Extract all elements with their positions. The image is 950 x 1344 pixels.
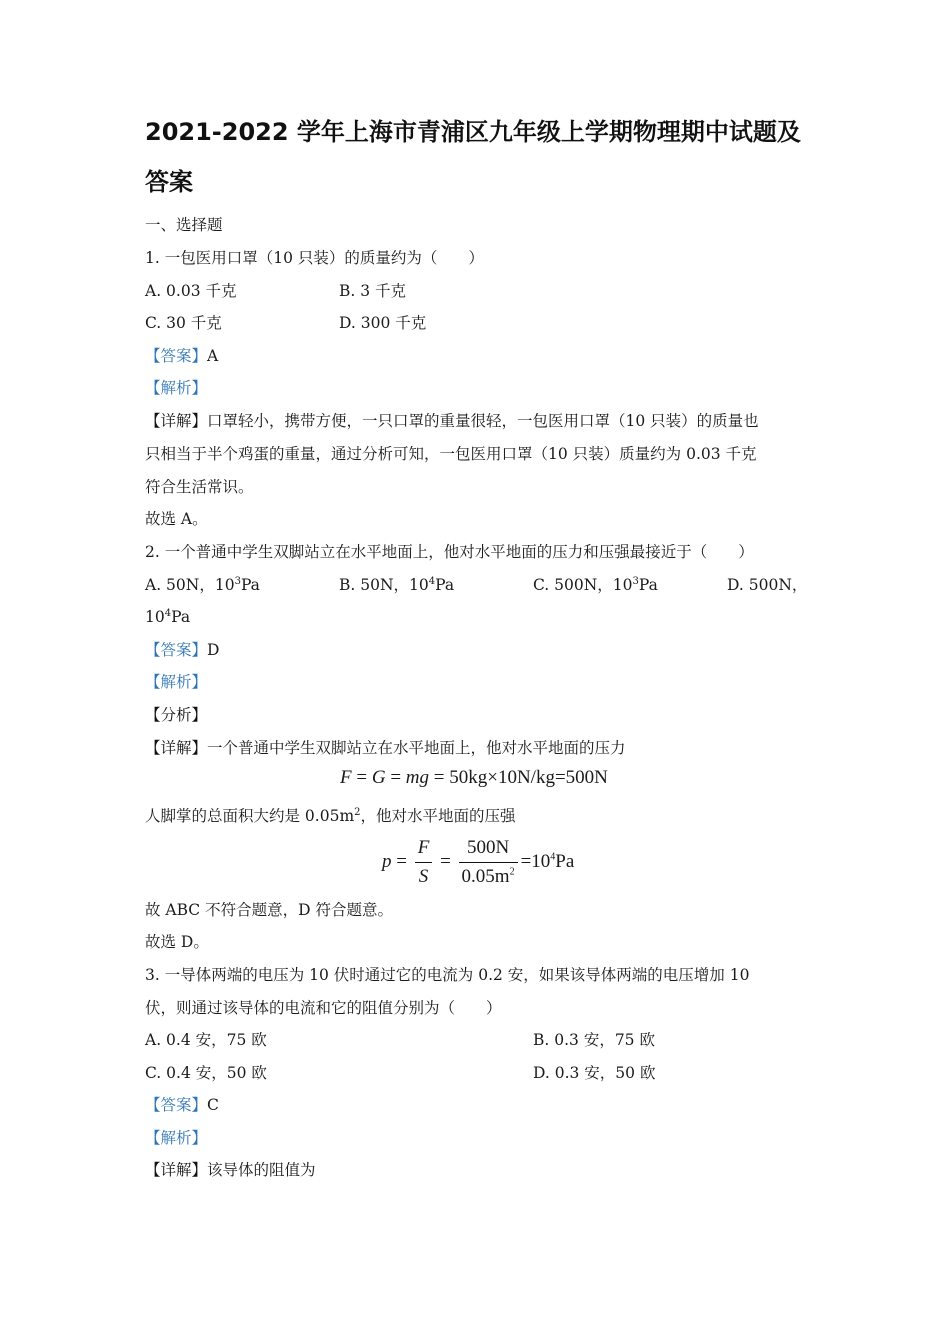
p-eq2: =	[435, 850, 456, 872]
formula-pressure-force	[340, 767, 608, 789]
fenxi-tag: 【分析】	[145, 706, 208, 724]
section-heading: 一、选择题	[145, 216, 223, 234]
analysis-tag: 【解析】	[145, 1129, 208, 1147]
detail-tag: 【详解】	[145, 739, 208, 757]
doc-title-line2: 答案	[145, 168, 193, 196]
result-exp: 4	[550, 851, 556, 863]
frac1-num: F	[415, 836, 433, 863]
g-symbol: G	[371, 767, 386, 788]
q1-option-c: C. 30 千克	[145, 314, 222, 332]
q3-answer-value: C	[207, 1096, 219, 1114]
q2-d-unit: Pa	[171, 608, 191, 626]
fraction-f-over-s	[415, 836, 433, 889]
q1-detail-2: 只相当于半个鸡蛋的重量，通过分析可知，一包医用口罩（10 只装）质量约为 0.03 千克	[145, 445, 757, 463]
area-exp: 2	[354, 806, 361, 818]
answer-tag: 【答案】	[145, 641, 208, 659]
f-eq1: =	[351, 767, 372, 788]
q2-option-d: D. 500N，	[727, 576, 808, 594]
q1-stem: 1. 一包医用口罩（10 只装）的质量约为（ ）	[145, 249, 484, 267]
q1-option-d: D. 300 千克	[339, 314, 427, 332]
q1-detail-text-1: 口罩轻小，携带方便，一只口罩的重量很轻，一包医用口罩（10 只装）的质量也	[207, 412, 759, 430]
q2-a-exp: 3	[234, 575, 241, 587]
frac2-den-pre: 0.05m	[461, 866, 510, 887]
q1-analysis	[145, 378, 207, 398]
formula-pressure	[382, 836, 574, 889]
detail-tag: 【详解】	[145, 1161, 208, 1179]
q1-answer	[145, 346, 218, 366]
area-post: ，他对水平地面的压强	[360, 807, 516, 825]
q2-analysis	[145, 672, 207, 692]
frac1-den: S	[418, 866, 429, 887]
q2-c-pre: C. 500N，10	[533, 576, 633, 594]
q3-option-c: C. 0.4 安，50 欧	[145, 1064, 267, 1082]
q2-option-c	[533, 575, 658, 595]
q2-stem: 2. 一个普通中学生双脚站立在水平地面上，他对水平地面的压力和压强最接近于（ ）	[145, 543, 754, 561]
q3-detail-1	[145, 1160, 316, 1180]
q2-conclusion: 故 ABC 不符合题意，D 符合题意。	[145, 901, 393, 919]
doc-title-line1: 2021-2022 学年上海市青浦区九年级上学期物理期中试题及	[145, 118, 801, 146]
f-eq2: =	[385, 767, 406, 788]
p-symbol: p	[382, 850, 392, 872]
q2-option-a	[145, 575, 260, 595]
q2-c-unit: Pa	[638, 576, 658, 594]
q2-fenxi	[145, 705, 207, 725]
q2-d-pre: 10	[145, 608, 165, 626]
q2-option-d-cont	[145, 607, 190, 627]
q2-d-exp: 4	[164, 607, 172, 619]
q2-b-exp: 4	[428, 575, 436, 587]
q3-option-b: B. 0.3 安，75 欧	[533, 1031, 655, 1049]
q1-option-a: A. 0.03 千克	[145, 282, 237, 300]
q2-b-unit: Pa	[435, 576, 455, 594]
result-unit: Pa	[555, 850, 575, 872]
q2-detail-1	[145, 738, 626, 758]
q1-detail-3: 符合生活常识。	[145, 478, 254, 496]
f-rest: = 50kg×10N/kg=500N	[429, 767, 608, 788]
q2-b-pre: B. 50N，10	[339, 576, 429, 594]
area-pre: 人脚掌的总面积大约是 0.05m	[145, 807, 355, 825]
q3-option-a: A. 0.4 安，75 欧	[145, 1031, 267, 1049]
detail-tag: 【详解】	[145, 412, 208, 430]
q3-detail-text-1: 该导体的阻值为	[207, 1161, 316, 1179]
q3-answer	[145, 1095, 219, 1115]
frac2-den-exp: 2	[509, 866, 515, 878]
f-symbol: F	[340, 767, 352, 788]
q2-a-unit: Pa	[240, 576, 260, 594]
q1-choose: 故选 A。	[145, 510, 208, 528]
answer-tag: 【答案】	[145, 1096, 208, 1114]
frac2-num: 500N	[459, 836, 518, 863]
q2-detail-text-1: 一个普通中学生双脚站立在水平地面上，他对水平地面的压力	[207, 739, 626, 757]
q2-choose: 故选 D。	[145, 933, 209, 951]
q1-answer-value: A	[207, 347, 219, 365]
frac2-den	[459, 863, 518, 889]
q2-answer	[145, 640, 219, 660]
q3-stem-1: 3. 一导体两端的电压为 10 伏时通过它的电流为 0.2 安，如果该导体两端的电压增加 10	[145, 966, 750, 984]
q3-stem-2: 伏，则通过该导体的电流和它的阻值分别为（ ）	[145, 999, 502, 1017]
analysis-tag: 【解析】	[145, 379, 208, 397]
q1-option-b: B. 3 千克	[339, 282, 407, 300]
q3-option-d: D. 0.3 安，50 欧	[533, 1064, 656, 1082]
answer-tag: 【答案】	[145, 347, 208, 365]
q2-option-b	[339, 575, 454, 595]
analysis-tag: 【解析】	[145, 673, 208, 691]
mg-symbol: mg	[405, 767, 430, 788]
q2-c-exp: 3	[632, 575, 639, 587]
q2-area-line	[145, 806, 516, 826]
fraction-values	[459, 836, 518, 889]
p-eq: =	[391, 850, 412, 872]
result-pre: =10	[520, 850, 551, 872]
q2-a-pre: A. 50N，10	[145, 576, 235, 594]
q2-answer-value: D	[207, 641, 220, 659]
q1-detail-1	[145, 411, 759, 431]
q3-analysis	[145, 1128, 207, 1148]
